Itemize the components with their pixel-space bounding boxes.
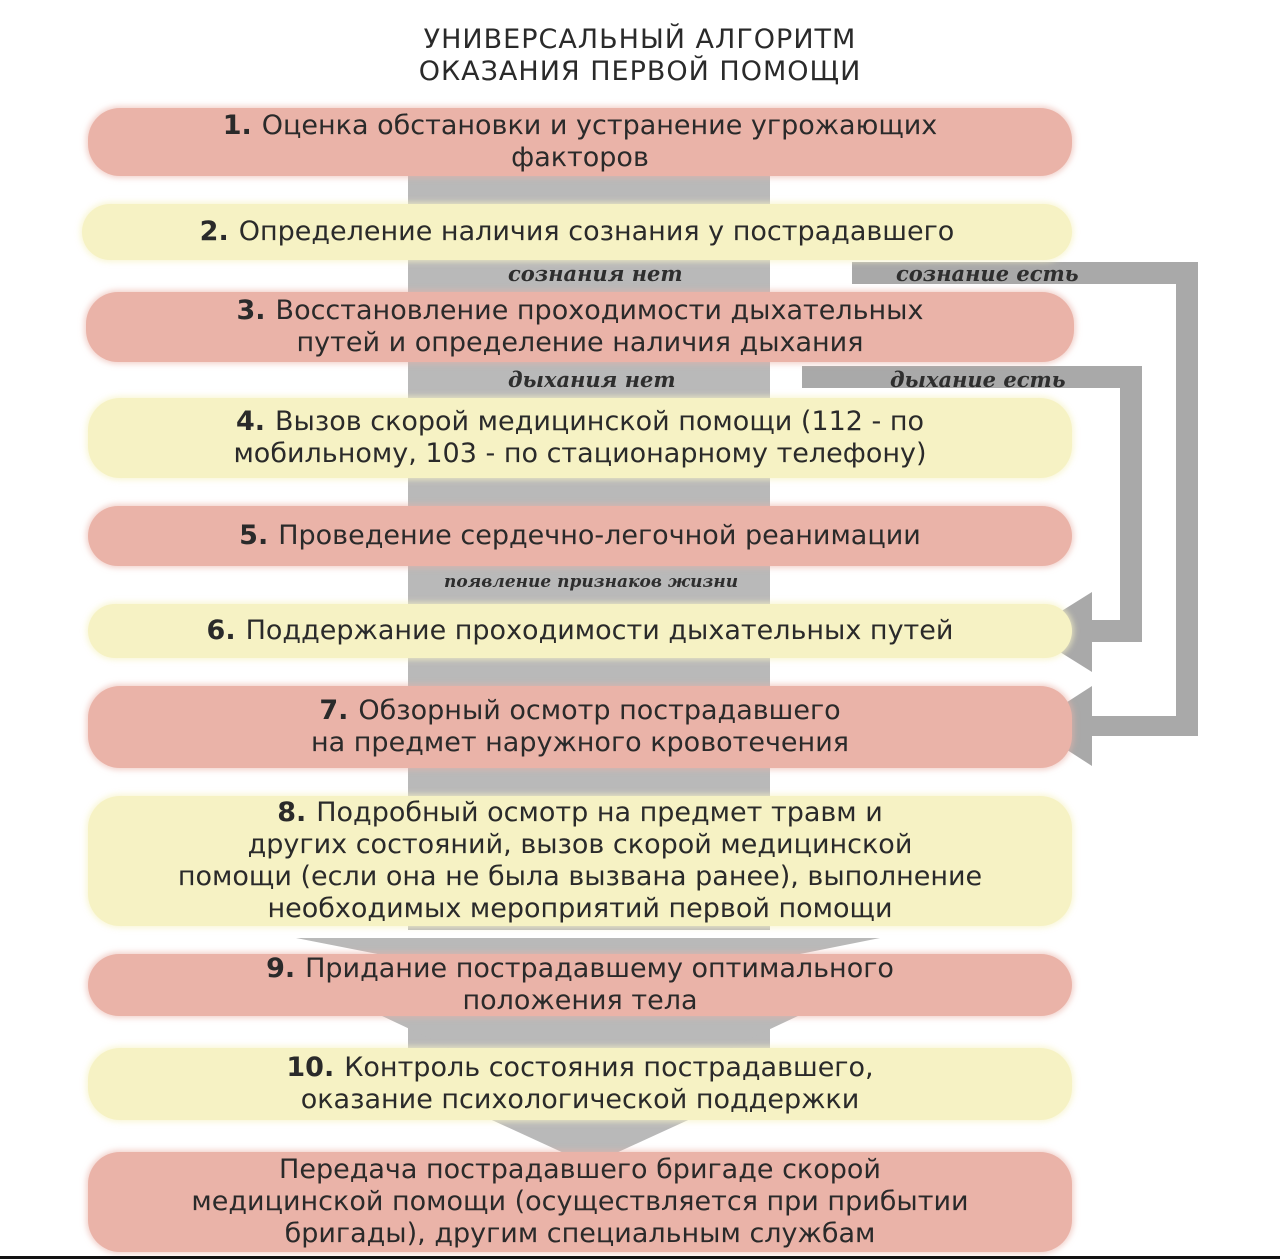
step-label: Определение наличия сознания у пострадавшего [238, 216, 955, 247]
title-line-1: УНИВЕРСАЛЬНЫЙ АЛГОРИТМ [423, 24, 857, 55]
step-4 [88, 398, 1072, 478]
step-2 [82, 204, 1072, 260]
step-number: 7. [319, 695, 349, 726]
step-label: Подробный осмотр на предмет травм и других состояний, вызов скорой медицинской помощи (если она не была вызвана ранее), выполнение необходимых мероприятий первой помощи [177, 797, 983, 924]
step-6 [88, 604, 1072, 658]
step-label: Вызов скорой медицинской помощи (112 - по мобильному, 103 - по стационарному телефону) [233, 406, 927, 469]
connector-funnel-2 [380, 1015, 800, 1048]
step-number: 10. [286, 1052, 335, 1083]
step-1 [88, 108, 1072, 176]
step-number: 4. [235, 406, 266, 437]
step-label: Передача пострадавшего бригаде скорой медицинской помощи (осуществляется при прибытии бригады), другим специальным службам [191, 1154, 969, 1249]
step-number: 9. [266, 953, 296, 984]
step-label: Контроль состояния пострадавшего, оказание психологической поддержки [300, 1052, 874, 1115]
label-breathing-yes: дыхание есть [890, 367, 1066, 392]
step-label: Поддержание проходимости дыхательных путей [245, 615, 954, 646]
label-no-consciousness: сознания нет [508, 261, 683, 286]
step-label: Оценка обстановки и устранение угрожающих факторов [261, 110, 938, 173]
step-10 [88, 1048, 1072, 1120]
step-number: 6. [206, 615, 236, 646]
step-number: 8. [277, 797, 307, 828]
label-signs-of-life: появление признаков жизни [444, 572, 739, 592]
step-9 [88, 954, 1072, 1016]
step-5 [88, 506, 1072, 566]
step-number: 2. [199, 216, 229, 247]
step-label: Обзорный осмотр пострадавшего на предмет наружного кровотечения [311, 695, 849, 758]
step-8 [88, 796, 1072, 926]
step-number: 3. [236, 295, 266, 326]
bottom-border [0, 1256, 1280, 1259]
step-final [88, 1152, 1072, 1252]
label-consciousness-yes: сознание есть [896, 261, 1079, 286]
step-number: 5. [239, 520, 269, 551]
label-no-breathing: дыхания нет [508, 367, 676, 392]
step-label: Восстановление проходимости дыхательных путей и определение наличия дыхания [275, 295, 924, 358]
step-label: Проведение сердечно-легочной реанимации [278, 520, 921, 551]
title-line-2: ОКАЗАНИЯ ПЕРВОЙ ПОМОЩИ [418, 56, 862, 87]
step-7 [88, 686, 1072, 768]
step-label: Придание пострадавшему оптимального положения тела [305, 953, 894, 1016]
step-number: 1. [222, 110, 252, 141]
step-3 [86, 292, 1074, 362]
